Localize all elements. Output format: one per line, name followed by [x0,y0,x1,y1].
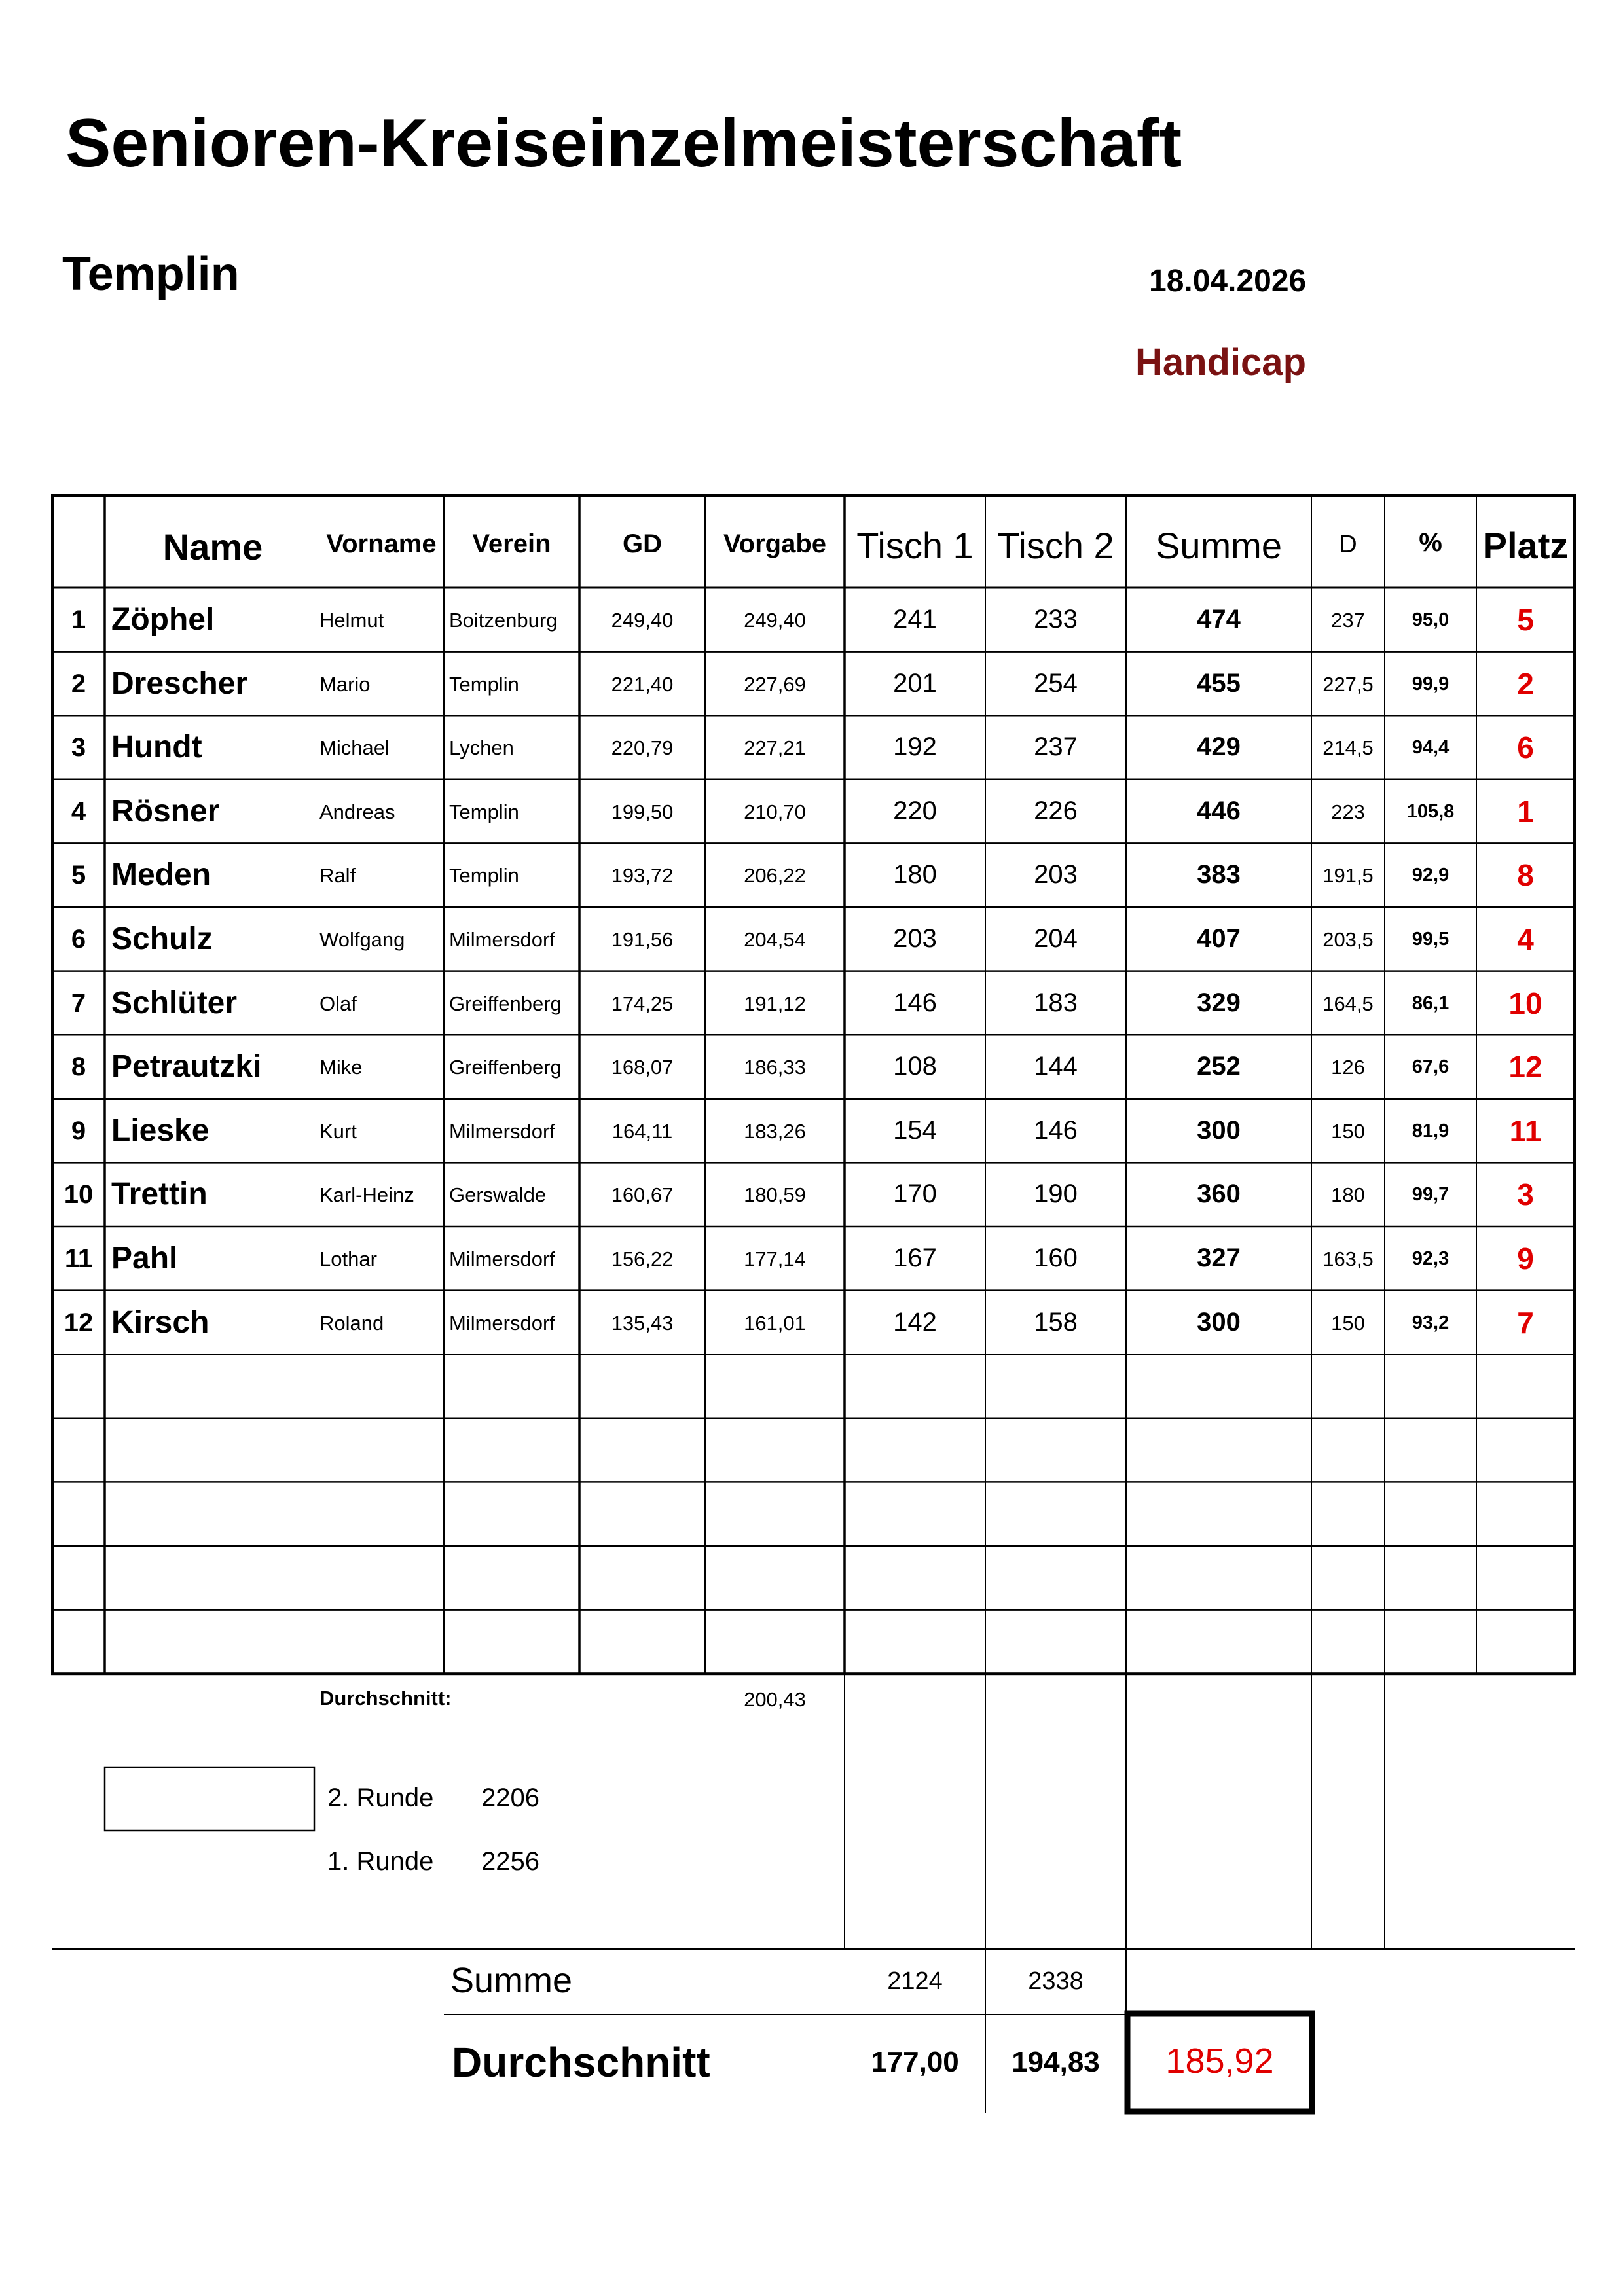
row-percent: 81,9 [1412,1120,1450,1141]
row-platz: 10 [1508,986,1542,1020]
row-number: 9 [71,1116,86,1145]
row-summe: 429 [1197,732,1241,762]
row-vorgabe: 227,69 [744,672,806,696]
row-vorname: Andreas [319,800,395,823]
row-d: 191,5 [1322,864,1374,888]
header-percent: % [1419,528,1442,557]
row-tisch2: 183 [1034,988,1078,1017]
row-gd: 156,22 [611,1247,674,1270]
row-percent: 99,9 [1412,673,1450,694]
row-verein: Templin [449,864,519,888]
row-vorgabe: 191,12 [744,992,806,1015]
row-percent: 99,7 [1412,1184,1450,1206]
row-percent: 93,2 [1412,1312,1450,1333]
row-vorgabe: 204,54 [744,928,806,951]
row-platz: 2 [1517,666,1534,701]
row-number: 11 [64,1244,93,1273]
row-vorgabe: 177,14 [744,1247,806,1270]
runde2-value: 2206 [481,1784,539,1812]
row-gd: 174,25 [611,992,674,1015]
row-number: 1 [71,605,86,634]
row-d: 223 [1331,800,1365,823]
row-gd: 193,72 [611,864,674,888]
row-verein: Milmersdorf [449,1247,555,1270]
row-vorname: Roland [319,1311,384,1335]
row-name: Drescher [111,666,248,701]
row-d: 126 [1331,1056,1365,1079]
row-vorgabe: 161,01 [744,1311,806,1335]
runde2-label: 2. Runde [327,1784,434,1812]
row-vorgabe: 186,33 [744,1056,806,1079]
row-vorname: Kurt [319,1119,357,1143]
row-d: 180 [1331,1183,1365,1207]
row-tisch1: 142 [893,1307,937,1336]
row-d: 214,5 [1322,736,1374,760]
row-gd: 221,40 [611,672,674,696]
row-percent: 95,0 [1412,609,1450,630]
row-tisch1: 146 [893,988,937,1017]
row-platz: 6 [1517,730,1534,765]
row-name: Kirsch [111,1304,210,1340]
runde-box [105,1767,314,1831]
row-platz: 12 [1508,1050,1542,1085]
row-percent: 105,8 [1406,800,1455,822]
row-gd: 160,67 [611,1183,674,1207]
row-tisch2: 190 [1034,1179,1078,1209]
row-d: 227,5 [1322,672,1374,696]
date-label: 18.04.2026 [1149,264,1307,298]
row-summe: 327 [1197,1244,1241,1272]
row-name: Schulz [111,922,213,956]
row-summe: 300 [1197,1307,1241,1336]
header-vorgabe: Vorgabe [723,529,827,558]
row-tisch1: 201 [893,668,937,698]
row-tisch2: 204 [1034,924,1078,953]
row-number: 6 [71,925,86,954]
row-percent: 94,4 [1412,737,1450,759]
row-tisch1: 241 [893,605,937,634]
row-d: 203,5 [1322,928,1374,951]
row-name: Schlüter [111,985,238,1020]
row-vorname: Michael [319,736,390,760]
row-vorname: Mike [319,1056,363,1079]
row-name: Zöphel [111,602,215,637]
row-number: 7 [71,988,86,1018]
row-vorname: Mario [319,672,371,696]
row-summe: 329 [1197,988,1241,1017]
row-verein: Templin [449,800,519,823]
row-vorgabe: 210,70 [744,800,806,823]
average-tisch1: 177,00 [871,2046,959,2078]
row-platz: 7 [1517,1305,1534,1340]
row-name: Meden [111,857,211,893]
row-gd: 168,07 [611,1056,674,1079]
average-tisch2: 194,83 [1012,2046,1100,2078]
row-vorgabe: 249,40 [744,609,806,632]
row-number: 2 [71,669,86,698]
row-d: 150 [1331,1119,1365,1143]
row-verein: Greiffenberg [449,992,562,1015]
header-platz: Platz [1482,525,1569,566]
row-platz: 3 [1517,1177,1534,1212]
summe-tisch2: 2338 [1028,1967,1084,1995]
row-summe: 455 [1197,668,1241,698]
row-percent: 99,5 [1412,929,1450,950]
row-percent: 67,6 [1412,1056,1450,1078]
average-label: Durchschnitt [452,2039,710,2086]
row-platz: 4 [1517,922,1534,956]
row-number: 8 [71,1052,86,1082]
row-tisch2: 146 [1034,1115,1078,1145]
row-tisch2: 226 [1034,796,1078,825]
row-gd: 249,40 [611,609,674,632]
row-name: Pahl [111,1241,178,1276]
row-name: Hundt [111,730,202,765]
row-vorname: Olaf [319,992,357,1015]
runde1-value: 2256 [481,1847,539,1876]
runde1-label: 1. Runde [327,1847,434,1876]
row-verein: Milmersdorf [449,1119,555,1143]
row-vorname: Helmut [319,609,384,632]
row-number: 3 [71,733,86,762]
row-tisch1: 180 [893,860,937,889]
row-number: 10 [64,1180,94,1210]
row-d: 237 [1331,609,1365,632]
header-vorname: Vorname [326,529,437,558]
row-platz: 9 [1517,1242,1534,1276]
row-name: Rösner [111,793,220,829]
row-tisch1: 203 [893,924,937,953]
row-platz: 8 [1517,858,1534,893]
row-vorname: Wolfgang [319,928,405,951]
row-percent: 92,3 [1412,1248,1450,1269]
row-tisch2: 158 [1034,1307,1078,1336]
header-tisch1: Tisch 1 [856,525,974,566]
average-total: 185,92 [1165,2041,1274,2081]
row-d: 150 [1331,1311,1365,1335]
row-name: Petrautzki [111,1049,262,1085]
header-tisch2: Tisch 2 [997,525,1114,566]
header-summe: Summe [1156,525,1282,566]
row-vorgabe: 180,59 [744,1183,806,1207]
city-label: Templin [62,248,240,300]
row-tisch2: 160 [1034,1244,1078,1272]
row-tisch2: 233 [1034,605,1078,634]
row-number: 12 [64,1308,94,1337]
row-summe: 300 [1197,1115,1241,1145]
row-verein: Lychen [449,736,514,760]
row-tisch1: 192 [893,732,937,762]
row-platz: 11 [1509,1113,1542,1148]
row-vorname: Ralf [319,864,356,888]
row-tisch1: 154 [893,1115,937,1145]
row-tisch1: 108 [893,1052,937,1081]
row-number: 4 [71,797,86,826]
row-summe: 446 [1197,796,1241,825]
row-gd: 191,56 [611,928,674,951]
row-verein: Gerswalde [449,1183,547,1207]
row-gd: 220,79 [611,736,674,760]
row-tisch1: 170 [893,1179,937,1209]
row-name: Trettin [111,1177,208,1212]
row-summe: 252 [1197,1052,1241,1081]
row-verein: Templin [449,672,519,696]
header-gd: GD [623,529,662,558]
row-d: 163,5 [1322,1247,1374,1270]
row-percent: 86,1 [1412,992,1450,1014]
footer-durchschnitt-label: Durchschnitt: [319,1687,452,1710]
row-verein: Greiffenberg [449,1056,562,1079]
row-tisch2: 237 [1034,732,1078,762]
row-tisch1: 220 [893,796,937,825]
summe-tisch1: 2124 [887,1967,943,1995]
row-tisch2: 144 [1034,1052,1078,1081]
row-vorname: Karl-Heinz [319,1183,414,1207]
row-percent: 92,9 [1412,865,1450,886]
row-gd: 164,11 [611,1119,673,1143]
row-vorgabe: 183,26 [744,1119,806,1143]
row-verein: Boitzenburg [449,609,558,632]
row-vorname: Lothar [319,1247,377,1270]
summe-label: Summe [450,1961,573,2000]
row-tisch2: 254 [1034,668,1078,698]
row-name: Lieske [111,1113,210,1148]
row-verein: Milmersdorf [449,928,555,951]
row-tisch2: 203 [1034,860,1078,889]
row-d: 164,5 [1322,992,1374,1015]
row-summe: 383 [1197,860,1241,889]
row-summe: 360 [1197,1179,1241,1209]
mode-label: Handicap [1135,341,1306,384]
header-d: D [1339,531,1357,558]
header-name: Name [162,526,263,567]
header-verein: Verein [472,529,551,558]
page-title: Senioren-Kreiseinzelmeisterschaft [65,105,1182,181]
row-number: 5 [71,861,86,890]
footer-durchschnitt-value: 200,43 [744,1688,806,1712]
row-vorgabe: 227,21 [744,736,806,760]
row-verein: Milmersdorf [449,1311,555,1335]
row-summe: 474 [1197,605,1241,634]
row-platz: 1 [1517,794,1534,829]
row-gd: 135,43 [611,1311,674,1335]
row-platz: 5 [1517,603,1534,637]
row-tisch1: 167 [893,1244,937,1272]
row-vorgabe: 206,22 [744,864,806,888]
row-summe: 407 [1197,924,1241,953]
row-gd: 199,50 [611,800,674,823]
